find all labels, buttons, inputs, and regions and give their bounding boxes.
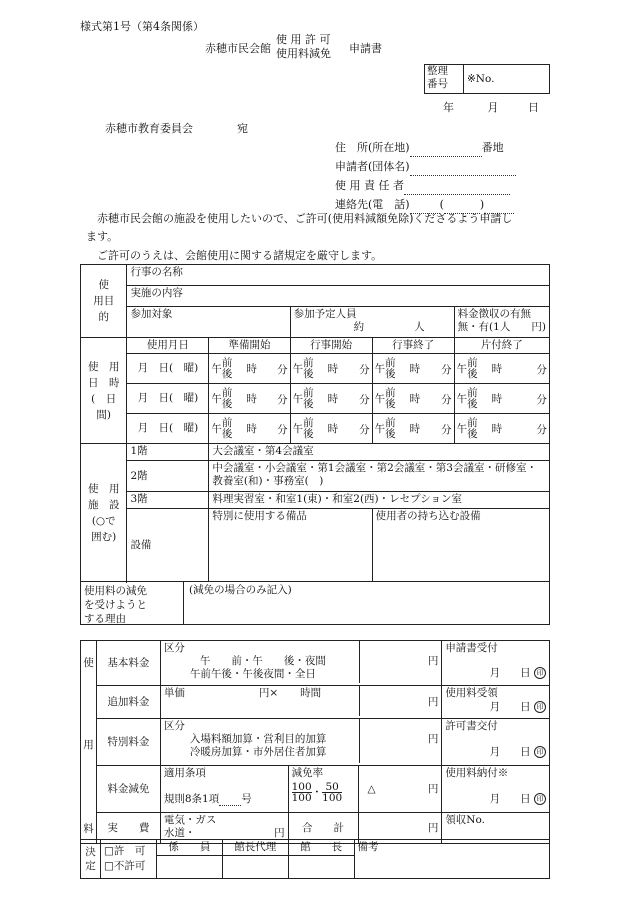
am-pm-selector: 前 後	[221, 386, 233, 410]
ref-number-value[interactable]: ※No.	[464, 65, 550, 94]
reduction-note: (減免の場合のみ記入)	[189, 584, 292, 596]
special-fee-label: 特別料金	[96, 719, 160, 766]
schedule-header-start: 行事開始	[290, 338, 372, 354]
director-stamp[interactable]	[288, 856, 354, 879]
director-header: 館 長	[288, 840, 354, 856]
applicable-clause[interactable]: 適用条項 規則8条1項 号	[160, 766, 288, 813]
date-cell[interactable]: 月 日( 曜)	[127, 354, 209, 384]
body-line-2: ます。	[86, 230, 119, 243]
am-pm-selector: 前 後	[303, 356, 314, 380]
equipment-label: 設備	[127, 509, 209, 582]
actual-cost-label: 実 費	[96, 813, 160, 844]
manager-row[interactable]: 使 用 責 任 者	[335, 176, 516, 195]
total-amount[interactable]: 円	[358, 813, 442, 844]
days-count: ( 日間)	[91, 392, 117, 421]
date-cell[interactable]: 月 日( 曜)	[127, 414, 209, 444]
am-pm-selector: 前 後	[467, 416, 478, 440]
time-cell[interactable]: 午 前 後 時 分	[454, 354, 549, 384]
deputy-stamp[interactable]	[222, 856, 288, 879]
seal-icon: 印	[534, 793, 546, 805]
additional-fee-detail[interactable]: 単価 円× 時間 円	[160, 686, 441, 719]
floor-2: 2階	[127, 461, 209, 492]
payment-stamp-cell[interactable]: 使用料納付※ 月 日 印	[442, 766, 550, 813]
special-equipment-field[interactable]: 特別に使用する備品	[209, 509, 372, 582]
addressee: 赤穂市教育委員会 宛	[105, 122, 248, 135]
body-line-3: ご許可のうえは、会館使用に関する諸規定を厳守します。	[97, 249, 383, 262]
facility-name: 赤穂市民会館	[205, 42, 271, 55]
title-options	[276, 33, 331, 61]
brought-equipment-field[interactable]: 使用者の持ち込む設備	[372, 509, 549, 582]
time-cell[interactable]: 午 前 後 時 分	[209, 414, 290, 444]
total-label: 合 計	[288, 813, 358, 844]
applicant-name-row[interactable]: 申請者(団体名)	[335, 157, 516, 176]
time-cell[interactable]: 午 前 後 時 分	[372, 354, 454, 384]
floor-3: 3階	[127, 492, 209, 509]
applicant-info	[335, 138, 516, 214]
schedule-row[interactable]	[81, 414, 550, 444]
schedule-row[interactable]	[81, 384, 550, 414]
schedule-header-prep: 準備開始	[209, 338, 290, 354]
special-fee-detail[interactable]: 区分 入場料額加算・営利目的加算 冷暖房加算・市外居住者加算 円	[160, 719, 441, 766]
title-option-permit: 使 用 許 可	[276, 33, 331, 46]
body-line-1: 赤穂市民会館の施設を使用したいので、ご許可(使用料減額免除)くださるよう申請し	[97, 212, 513, 225]
schedule-row[interactable]	[81, 354, 550, 384]
fee-table	[80, 640, 550, 844]
time-cell[interactable]: 午 前 後 時 分	[290, 384, 372, 414]
time-cell[interactable]: 午 前 後 時 分	[372, 384, 454, 414]
seal-icon: 印	[534, 746, 546, 758]
fee-label: 使 用 料	[81, 641, 97, 844]
am-pm-selector: 前 後	[303, 386, 314, 410]
remarks-cell[interactable]: 備考	[354, 840, 549, 879]
reference-number-box	[424, 64, 550, 94]
time-cell[interactable]: 午 前 後 時 分	[290, 414, 372, 444]
staff-header: 係 員	[156, 840, 222, 856]
permit-checkbox[interactable]: □許 可	[103, 845, 146, 857]
title-suffix: 申請書	[349, 42, 382, 55]
form-number: 様式第1号（第4条関係）	[80, 20, 204, 33]
schedule-label: 使 用日 時 ( 日間)	[81, 338, 127, 444]
am-pm-selector: 前 後	[303, 416, 314, 440]
time-cell[interactable]: 午 前 後 時 分	[454, 384, 549, 414]
seal-icon: 印	[534, 701, 546, 713]
floor-1: 1階	[127, 444, 209, 461]
floor-2-rooms[interactable]: 中会議室・小会議室・第1会議室・第2会議室・第3会議室・研修室・ 教養室(和)・事務室( )	[209, 461, 550, 492]
reduction-reason-label: 使用料の減免 を受けようと する理由	[81, 582, 184, 624]
time-cell[interactable]: 午 前 後 時 分	[372, 414, 454, 444]
reduction-rate[interactable]: 減免率 $\frac{100}{100}$ ・ $\frac{50}{100}$	[288, 766, 358, 813]
schedule-header-end: 行事終了	[372, 338, 454, 354]
schedule-header-date: 使用月日	[127, 338, 209, 354]
receipt-stamp-cell[interactable]: 申請書受付 月 日 印	[442, 641, 550, 686]
floor-1-rooms[interactable]: 大会議室・第4会議室	[209, 444, 550, 461]
reduction-amount[interactable]: △ 円	[358, 766, 442, 813]
am-pm-selector: 前 後	[385, 386, 396, 410]
decision-options[interactable]	[100, 840, 156, 879]
decision-table	[80, 839, 550, 879]
basic-fee-detail[interactable]: 区分 午 前・午 後・夜間 午前午後・午後夜間・全日 円	[160, 641, 441, 686]
purpose-label: 使 用目 的	[81, 265, 127, 338]
schedule-header-cleanup: 片付終了	[454, 338, 549, 354]
am-pm-selector: 前 後	[385, 356, 396, 380]
utilities-field[interactable]: 電気・ガス 水道・ 円	[160, 813, 288, 844]
time-cell[interactable]: 午 前 後 時 分	[290, 354, 372, 384]
am-pm-selector: 前 後	[385, 416, 396, 440]
issue-stamp-cell[interactable]: 許可書交付 月 日 印	[442, 719, 550, 766]
target-field[interactable]: 参加対象	[127, 307, 290, 338]
am-pm-selector: 前 後	[467, 356, 478, 380]
seal-icon: 印	[534, 667, 546, 679]
time-cell[interactable]: 午 前 後 時 分	[454, 414, 549, 444]
floor-3-rooms[interactable]: 料理実習室・和室1(東)・和室2(西)・レセプション室	[209, 492, 550, 509]
event-name-field[interactable]: 行事の名称	[127, 265, 550, 286]
reduction-reason-row[interactable]	[81, 582, 550, 625]
time-cell[interactable]: 午 前 後 時 分	[209, 354, 290, 384]
contact-row[interactable]: 連絡先(電 話) ( )	[335, 195, 516, 214]
fee-collection-field[interactable]: 料金徴収の有無 無・有(1人 円)	[454, 307, 549, 338]
expected-attendance-field[interactable]: 参加予定人員 約 人	[290, 307, 454, 338]
address-row[interactable]: 住 所(所在地) 番地	[335, 138, 516, 157]
deny-checkbox[interactable]: □不許可	[103, 860, 146, 872]
reduction-fee-label: 料金減免	[96, 766, 160, 813]
rate-half: $\frac{50}{100}$	[322, 781, 343, 804]
facilities-label: 使 用施 設(○で囲む)	[81, 444, 127, 582]
am-pm-selector: 前 後	[221, 356, 233, 380]
staff-stamp[interactable]	[156, 856, 222, 879]
rate-full: $\frac{100}{100}$	[291, 781, 312, 804]
am-pm-selector: 前 後	[467, 386, 478, 410]
deputy-header: 館長代理	[222, 840, 288, 856]
decision-label: 決定	[81, 840, 101, 879]
date-cell[interactable]: 月 日( 曜)	[127, 384, 209, 414]
application-date: 年 月 日	[443, 101, 539, 114]
am-pm-selector: 前 後	[221, 416, 233, 440]
paid-stamp-cell[interactable]: 使用料受領 月 日 印	[442, 686, 550, 719]
time-cell[interactable]: 午 前 後 時 分	[209, 384, 290, 414]
additional-fee-label: 追加料金	[96, 686, 160, 719]
ref-number-label: 整理 番号	[425, 65, 464, 94]
basic-fee-label: 基本料金	[96, 641, 160, 686]
usage-table	[80, 264, 550, 625]
title-option-reduction: 使用料減免	[276, 47, 331, 60]
receipt-number-cell[interactable]: 領収No.	[442, 813, 550, 844]
content-field[interactable]: 実施の内容	[127, 286, 550, 307]
